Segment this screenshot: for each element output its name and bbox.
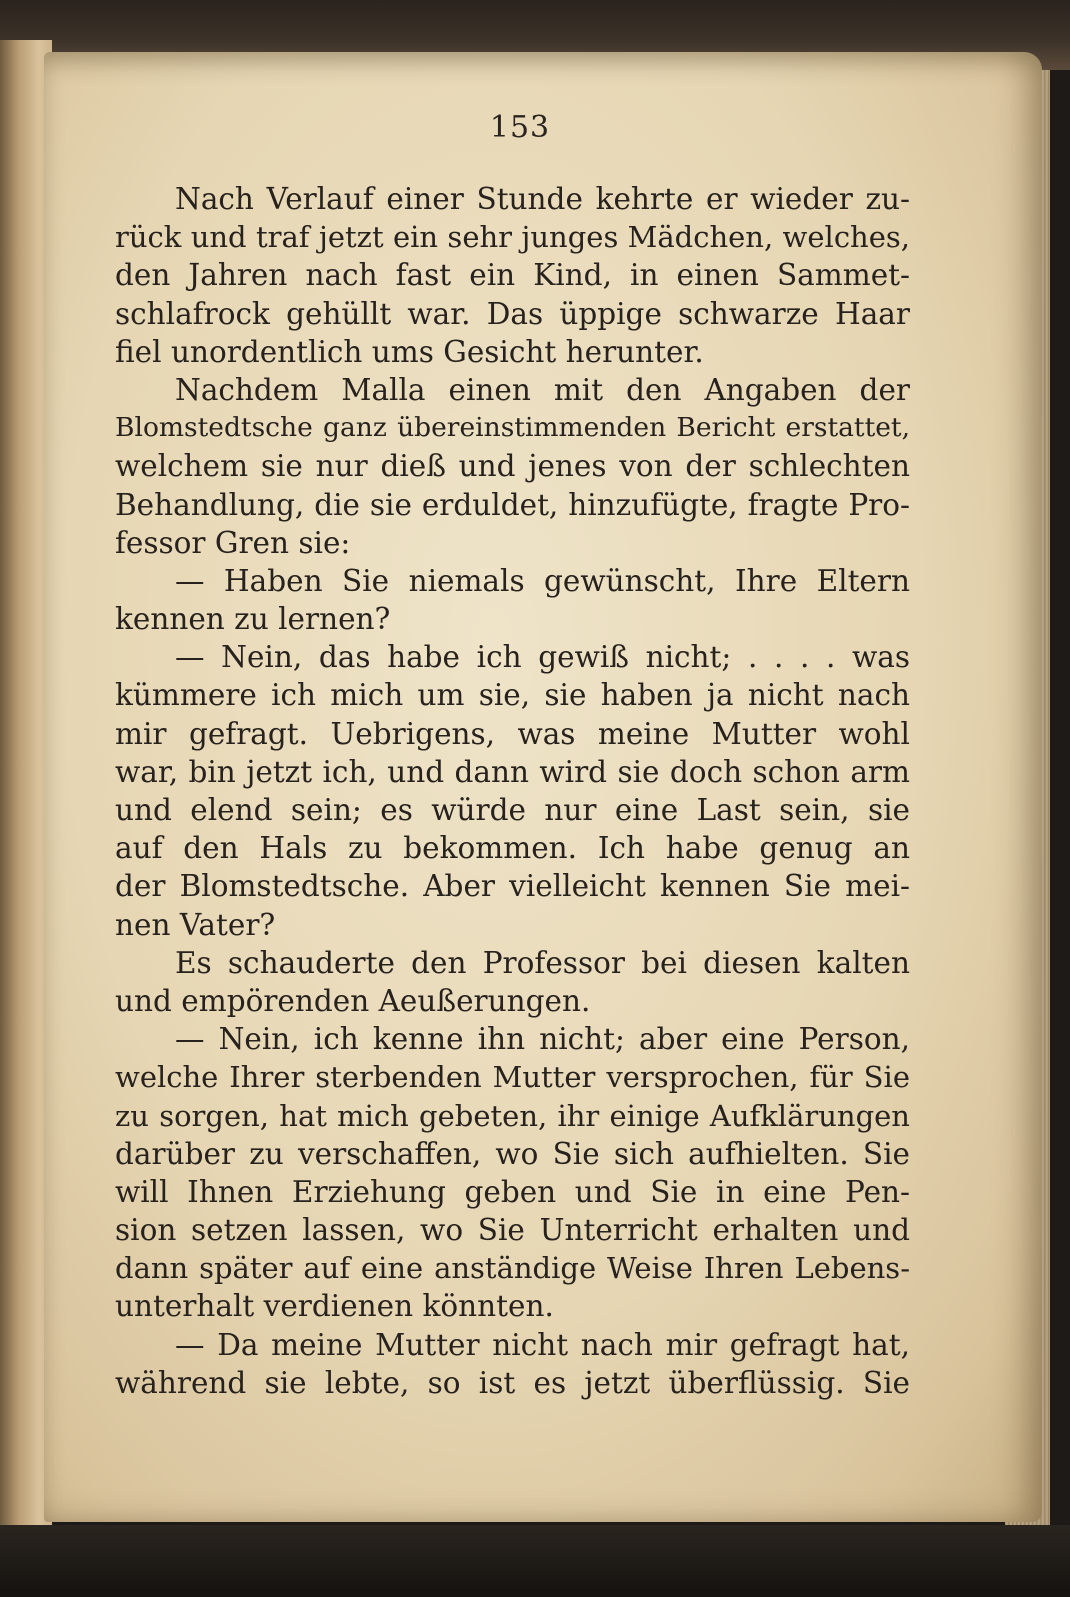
book-cover-bottom (0, 1525, 1070, 1597)
text-line: dann später auf eine anständige Weise Ihren Lebens- (115, 1251, 910, 1286)
text-line: will Ihnen Erziehung geben und Sie in eine Pen- (115, 1174, 910, 1209)
text-line: Behandlung, die sie erduldet, hinzufügte, fragte Pro- (115, 487, 910, 522)
text-line: mir gefragt. Uebrigens, was meine Mutter wohl (115, 716, 910, 751)
text-line: welchem sie nur dieß und jenes von der schlechten (115, 449, 910, 484)
text-line: zu sorgen, hat mich gebeten, ihr einige Aufklärungen (115, 1098, 910, 1133)
text-line: Blomstedtsche ganz übereinstimmenden Bericht erstattet, (115, 412, 910, 444)
text-line: — Nein, das habe ich gewiß nicht; . . . . was (175, 640, 910, 675)
text-line: auf den Hals zu bekommen. Ich habe genug an (115, 831, 910, 866)
text-line: während sie lebte, so ist es jetzt überflüssig. Sie (115, 1365, 910, 1400)
text-line: unterhalt verdienen könnten. (115, 1289, 554, 1324)
text-line: und empörenden Aeußerungen. (115, 983, 591, 1018)
text-line: darüber zu verschaffen, wo Sie sich aufhielten. Sie (115, 1136, 910, 1171)
text-line: — Nein, ich kenne ihn nicht; aber eine Person, (175, 1022, 910, 1057)
text-line: Nachdem Malla einen mit den Angaben der (175, 372, 910, 407)
text-line: war, bin jetzt ich, und dann wird sie doch schon arm (115, 754, 910, 789)
text-line: rück und traf jetzt ein sehr junges Mädchen, welches, (115, 220, 910, 255)
text-line: welche Ihrer sterbenden Mutter versprochen, für Sie (115, 1060, 910, 1095)
text-line: Es schauderte den Professor bei diesen kalten (175, 945, 910, 980)
text-line: — Haben Sie niemals gewünscht, Ihre Eltern (175, 563, 910, 598)
text-line: fessor Gren sie: (115, 525, 351, 560)
text-line: Nach Verlauf einer Stunde kehrte er wieder zu- (175, 182, 910, 216)
text-line: fiel unordentlich ums Gesicht herunter. (115, 334, 704, 369)
page-text (115, 180, 910, 1402)
text-line: den Jahren nach fast ein Kind, in einen Sammet- (115, 258, 910, 293)
text-line: und elend sein; es würde nur eine Last sein, sie (115, 793, 910, 827)
text-line: schlafrock gehüllt war. Das üppige schwarze Haar (115, 296, 910, 331)
text-line: nen Vater? (115, 907, 276, 942)
text-line: kennen zu lernen? (115, 602, 391, 637)
text-line: kümmere ich mich um sie, sie haben ja nicht nach (115, 678, 910, 713)
page-number: 153 (489, 110, 551, 145)
text-line: sion setzen lassen, wo Sie Unterricht erhalten und (115, 1213, 910, 1248)
text-line: — Da meine Mutter nicht nach mir gefragt hat, (175, 1327, 910, 1362)
text-line: der Blomstedtsche. Aber vielleicht kennen Sie mei- (115, 869, 910, 904)
